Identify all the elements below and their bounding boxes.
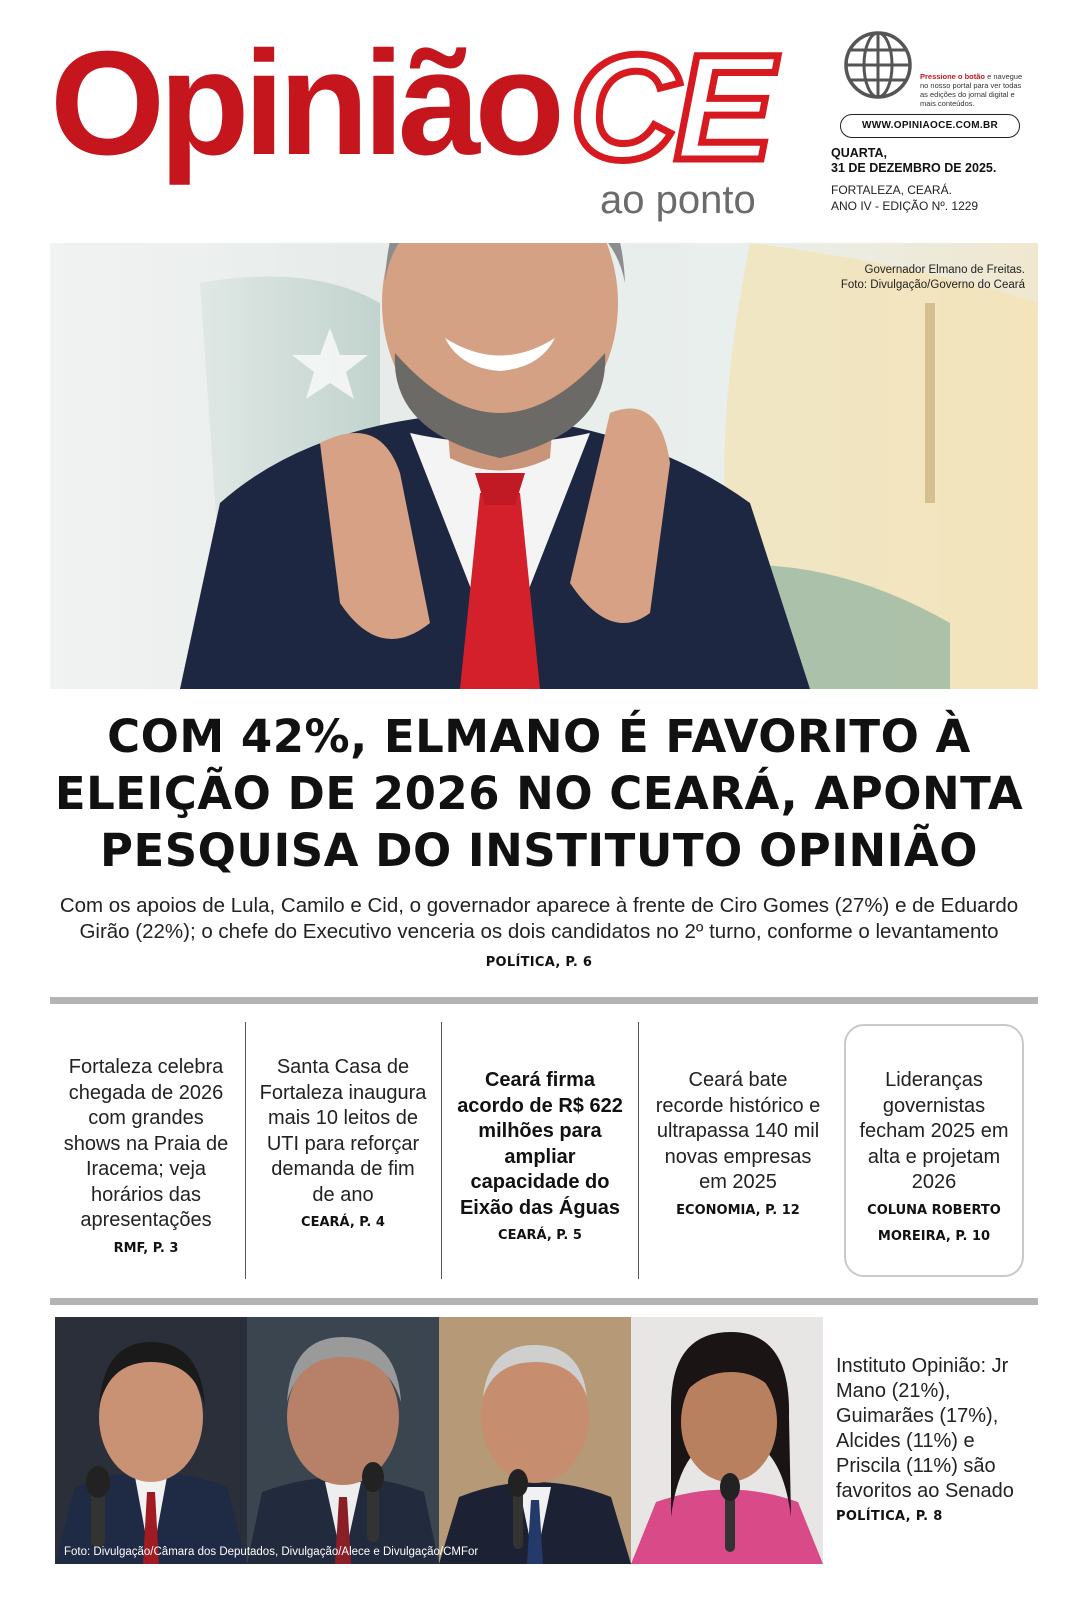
hero-caption-line1: Governador Elmano de Freitas. xyxy=(864,264,1025,276)
portal-note-bold: Pressione o botão xyxy=(920,72,986,81)
story-5-tag: COLUNA ROBERTO MOREIRA, P. 10 xyxy=(867,1202,1001,1244)
senate-story-text[interactable]: Instituto Opinião: Jr Mano (21%), Guimarães (17%), Alcides (11%) e Priscila (11%) são favoritos ao Senado xyxy=(836,1355,1014,1502)
story-3[interactable] xyxy=(452,1068,628,1249)
photo-guimaraes xyxy=(247,1317,439,1564)
senate-candidates-photos xyxy=(55,1317,823,1564)
divider-bottom xyxy=(50,1298,1038,1305)
masthead-logo xyxy=(50,21,790,230)
story-1[interactable] xyxy=(58,1055,234,1262)
portal-note-text: e navegue no nosso portal para ver todas as edições do jornal digital e mais conteúdos. xyxy=(920,72,1023,108)
hero-illustration xyxy=(50,243,1038,689)
photo-alcides xyxy=(439,1317,631,1564)
issue-edition: ANO IV - EDIÇÃO Nº. 1229 xyxy=(831,199,979,213)
story-2-tag: CEARÁ, P. 4 xyxy=(301,1215,385,1230)
story-2-text: Santa Casa de Fortaleza inaugura mais 10 leitos de UTI para reforçar demanda de fim de ano xyxy=(259,1056,427,1206)
story-4-tag: ECONOMIA, P. 12 xyxy=(676,1202,800,1218)
story-3-text: Ceará firma acordo de R$ 622 milhões para ampliar capacidade do Eixão das Águas xyxy=(457,1069,623,1219)
main-headline[interactable] xyxy=(40,708,1038,879)
hero-photo xyxy=(50,243,1038,689)
story-divider-2 xyxy=(441,1022,442,1279)
issue-date: 31 DE DEZEMBRO DE 2025. xyxy=(831,161,997,175)
photo-jr-mano xyxy=(55,1317,247,1564)
story-3-tag: CEARÁ, P. 5 xyxy=(498,1228,582,1243)
story-4[interactable] xyxy=(652,1068,824,1224)
subhead-line2: Girão (22%); o chefe do Executivo venceria os dois candidatos no 2º turno, conforme o levantamento xyxy=(79,920,999,943)
website-link[interactable]: WWW.OPINIAOCE.COM.BR xyxy=(840,114,1020,138)
headline-line3: PESQUISA DO INSTITUTO OPINIÃO xyxy=(100,824,978,877)
globe-icon[interactable] xyxy=(843,30,913,100)
photo-priscila xyxy=(631,1317,823,1564)
logo-ce: CE xyxy=(570,23,771,191)
story-1-text: Fortaleza celebra chegada de 2026 com grandes shows na Praia de Iracema; veja horários das apresentações xyxy=(63,1056,229,1231)
story-5-text: Lideranças governistas fecham 2025 em alta e projetam 2026 xyxy=(859,1069,1009,1193)
issue-city: FORTALEZA, CEARÁ. xyxy=(831,183,952,197)
story-divider-3 xyxy=(638,1022,639,1279)
photo-credit: Foto: Divulgação/Câmara dos Deputados, Divulgação/Alece e Divulgação/CMFor xyxy=(64,1546,479,1558)
story-5[interactable] xyxy=(850,1068,1018,1250)
story-2[interactable] xyxy=(258,1055,428,1236)
subhead-line1: Com os apoios de Lula, Camilo e Cid, o governador aparece à frente de Ciro Gomes (27%) e de Eduardo xyxy=(59,894,1019,917)
portal-note xyxy=(920,72,1030,108)
headline-subhead xyxy=(40,893,1038,945)
story-divider-1 xyxy=(245,1022,246,1279)
hero-caption-line2: Foto: Divulgação/Governo do Ceará xyxy=(840,279,1025,291)
issue-day: QUARTA, xyxy=(831,146,888,160)
story-4-text: Ceará bate recorde histórico e ultrapassa 140 mil novas empresas em 2025 xyxy=(655,1069,821,1193)
story-1-tag: RMF, P. 3 xyxy=(113,1240,179,1256)
divider-top xyxy=(50,997,1038,1004)
headline-section-tag[interactable]: POLÍTICA, P. 6 xyxy=(485,955,593,970)
headline-line1: COM 42%, ELMANO É FAVORITO À xyxy=(107,710,971,763)
headline-line2: ELEIÇÃO DE 2026 NO CEARÁ, APONTA xyxy=(54,767,1024,820)
logo-tagline: ao ponto xyxy=(600,178,756,222)
senate-section-tag[interactable]: POLÍTICA, P. 8 xyxy=(836,1509,943,1524)
hero-caption xyxy=(830,263,1025,293)
logo-opiniao: Opinião xyxy=(50,21,559,186)
